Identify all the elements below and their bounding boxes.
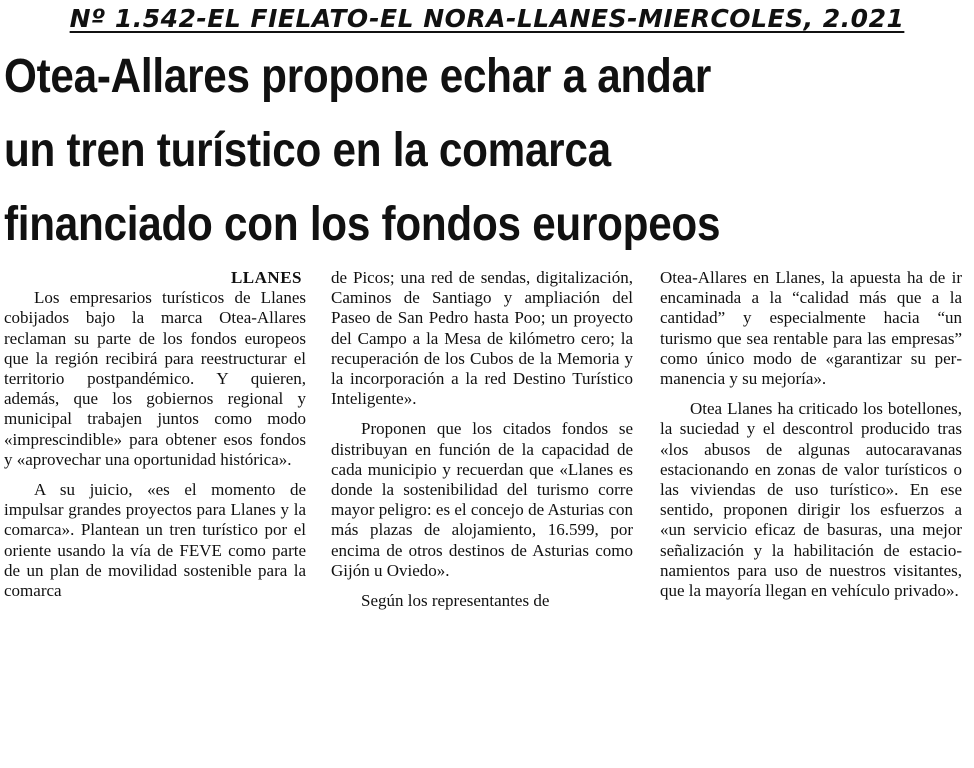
headline-line-2: un tren turístico en la comarca: [4, 124, 611, 177]
column-2-paragraph-2: Proponen que los citados fondos se distribuyan en función de la capacidad de cada municipio y recuerdan que «Llanes es donde la sostenibilidad del turismo corre mayor peligro: es el concejo de Asturias con más plazas de alojamiento, 16.599, por encima de otros destinos de Asturias como Gijón u Oviedo».: [331, 419, 633, 580]
column-1-paragraph-2: A su juicio, «es el momento de impulsar grandes proyectos para Llanes y la comarca». Plantean un tren turístico por el oriente usando la vía de FEVE como parte de un plan de movilidad sostenible para la comarca: [4, 480, 306, 601]
article-column-3: [660, 268, 962, 601]
headline-line-3: financiado con los fondos europeos: [4, 198, 721, 251]
article-headline: [4, 40, 970, 262]
column-3-paragraph-2: Otea Llanes ha criticado los botellones, la suciedad y el descontrol producido tras «los abusos de algunas autocaravanas estacionando en zonas de valor turísticos o las viviendas de uso turístico». En ese sentido, proponen dirigir los esfuerzos a «un servicio eficaz de basuras, una mejor señalización y la habilitación de estacionamientos para uso de nuestros visitantes, que la mayoría llegan en vehículo privado».: [660, 399, 962, 601]
article-column-1: [4, 268, 306, 601]
edition-kicker: Nº 1.542-EL FIELATO-EL NORA-LLANES-MIERCOLES, 2.021: [69, 4, 905, 33]
column-3-paragraph-1: Otea-Allares en Llanes, la apuesta ha de ir encaminada a la “calidad más que a la cantidad” y especialmente hacia “un turismo que sea rentable para las empresas” como único modo de «garantizar su permanencia y su mejoría».: [660, 268, 962, 389]
headline-line-1: Otea-Allares propone echar a andar: [4, 50, 712, 103]
byline-location: LLANES: [230, 268, 302, 287]
column-1-paragraph-1: Los empresarios turísticos de Llanes cobijados bajo la marca Otea-Allares reclaman su parte de los fondos europeos que la región recibirá para reestructurar el territorio postpandémico. Y quieren, además, que los gobiernos regional y municipal trabajen juntos como modo «imprescindible» para obtener esos fondos y «aprovechar una oportunidad histórica».: [4, 288, 306, 469]
column-2-paragraph-1: de Picos; una red de sendas, digitalización, Caminos de Santiago y ampliación del Paseo de San Pedro hasta Poo; un proyecto del Campo a la Mesa de kilómetro cero; la recuperación de los Cubos de la Memoria y la incorporación a la red Destino Turístico Inteligente».: [331, 268, 633, 409]
column-2-paragraph-3: Según los representantes de: [361, 591, 550, 611]
article-column-2: [331, 268, 633, 611]
